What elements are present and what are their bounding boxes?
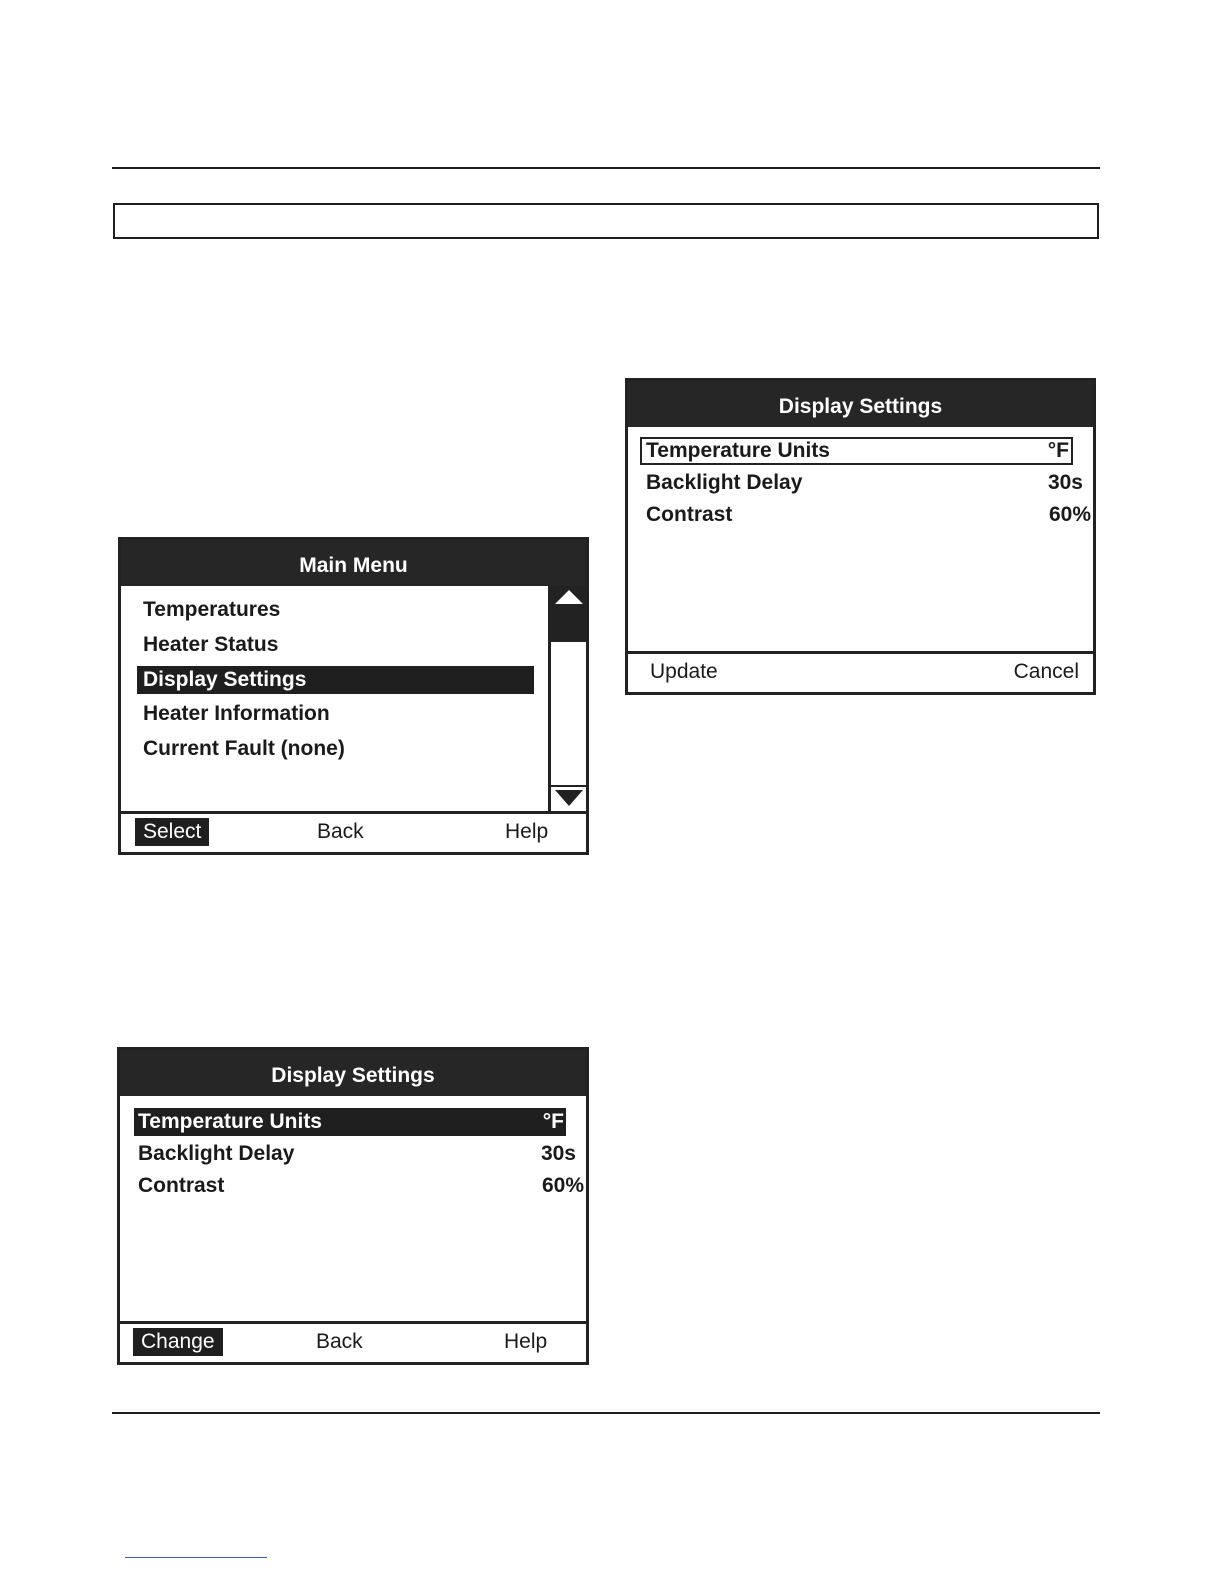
back-softkey[interactable]: Back (317, 820, 364, 843)
menu-item-current-fault[interactable] (137, 735, 534, 763)
setting-row-temperature-units[interactable] (640, 437, 1073, 465)
help-softkey[interactable]: Help (504, 1330, 548, 1353)
header-box (113, 203, 1099, 239)
menu-item-heater-status[interactable] (137, 631, 534, 659)
setting-row-backlight-delay[interactable] (134, 1140, 576, 1168)
setting-value: °F (542, 1110, 564, 1133)
setting-row-temperature-units[interactable] (134, 1108, 566, 1136)
display-settings-browse-screen (117, 1047, 589, 1365)
setting-row-contrast[interactable] (134, 1172, 584, 1200)
menu-scrollbar[interactable] (548, 586, 586, 811)
top-rule (112, 167, 1100, 169)
footer-link-underline[interactable] (125, 1557, 267, 1558)
display-settings-browse-softkeys (120, 1321, 586, 1362)
setting-row-contrast[interactable] (642, 501, 1091, 529)
change-softkey[interactable]: Change (133, 1328, 223, 1356)
scroll-down-button[interactable] (551, 785, 586, 811)
setting-label: Contrast (138, 1174, 225, 1197)
main-menu-screen (118, 537, 589, 855)
select-softkey[interactable]: Select (135, 818, 209, 846)
setting-value: 30s (540, 1142, 576, 1165)
main-menu-softkeys (121, 811, 586, 852)
bottom-rule (112, 1412, 1100, 1414)
setting-value: 60% (541, 1174, 584, 1197)
menu-item-display-settings[interactable] (137, 666, 534, 694)
setting-value: 60% (1048, 503, 1091, 526)
setting-label: Backlight Delay (646, 471, 803, 494)
setting-label: Temperature Units (138, 1110, 322, 1133)
setting-label: Backlight Delay (138, 1142, 295, 1165)
menu-item-label: Heater Status (143, 633, 279, 656)
scroll-up-arrow-icon[interactable] (555, 590, 583, 604)
back-softkey[interactable]: Back (316, 1330, 363, 1353)
scrollbar-thumb[interactable] (551, 586, 586, 642)
setting-value[interactable]: °F (1047, 439, 1069, 462)
setting-label: Temperature Units (646, 439, 830, 462)
setting-label: Contrast (646, 503, 733, 526)
display-settings-edit-title: Display Settings (628, 381, 1093, 427)
display-settings-edit-screen (625, 378, 1096, 695)
scroll-down-arrow-icon (555, 790, 583, 806)
menu-item-label: Heater Information (143, 702, 330, 725)
main-menu-title: Main Menu (121, 540, 586, 586)
update-softkey[interactable]: Update (650, 660, 718, 683)
menu-item-temperatures[interactable] (137, 596, 534, 624)
help-softkey[interactable]: Help (505, 820, 549, 843)
menu-item-label: Current Fault (none) (143, 737, 345, 760)
menu-item-label: Display Settings (143, 668, 307, 691)
display-settings-browse-title: Display Settings (120, 1050, 586, 1096)
cancel-softkey[interactable]: Cancel (1013, 660, 1079, 683)
setting-row-backlight-delay[interactable] (642, 469, 1083, 497)
menu-item-heater-information[interactable] (137, 700, 534, 728)
display-settings-edit-softkeys (628, 651, 1093, 692)
setting-value: 30s (1047, 471, 1083, 494)
menu-item-label: Temperatures (143, 598, 281, 621)
